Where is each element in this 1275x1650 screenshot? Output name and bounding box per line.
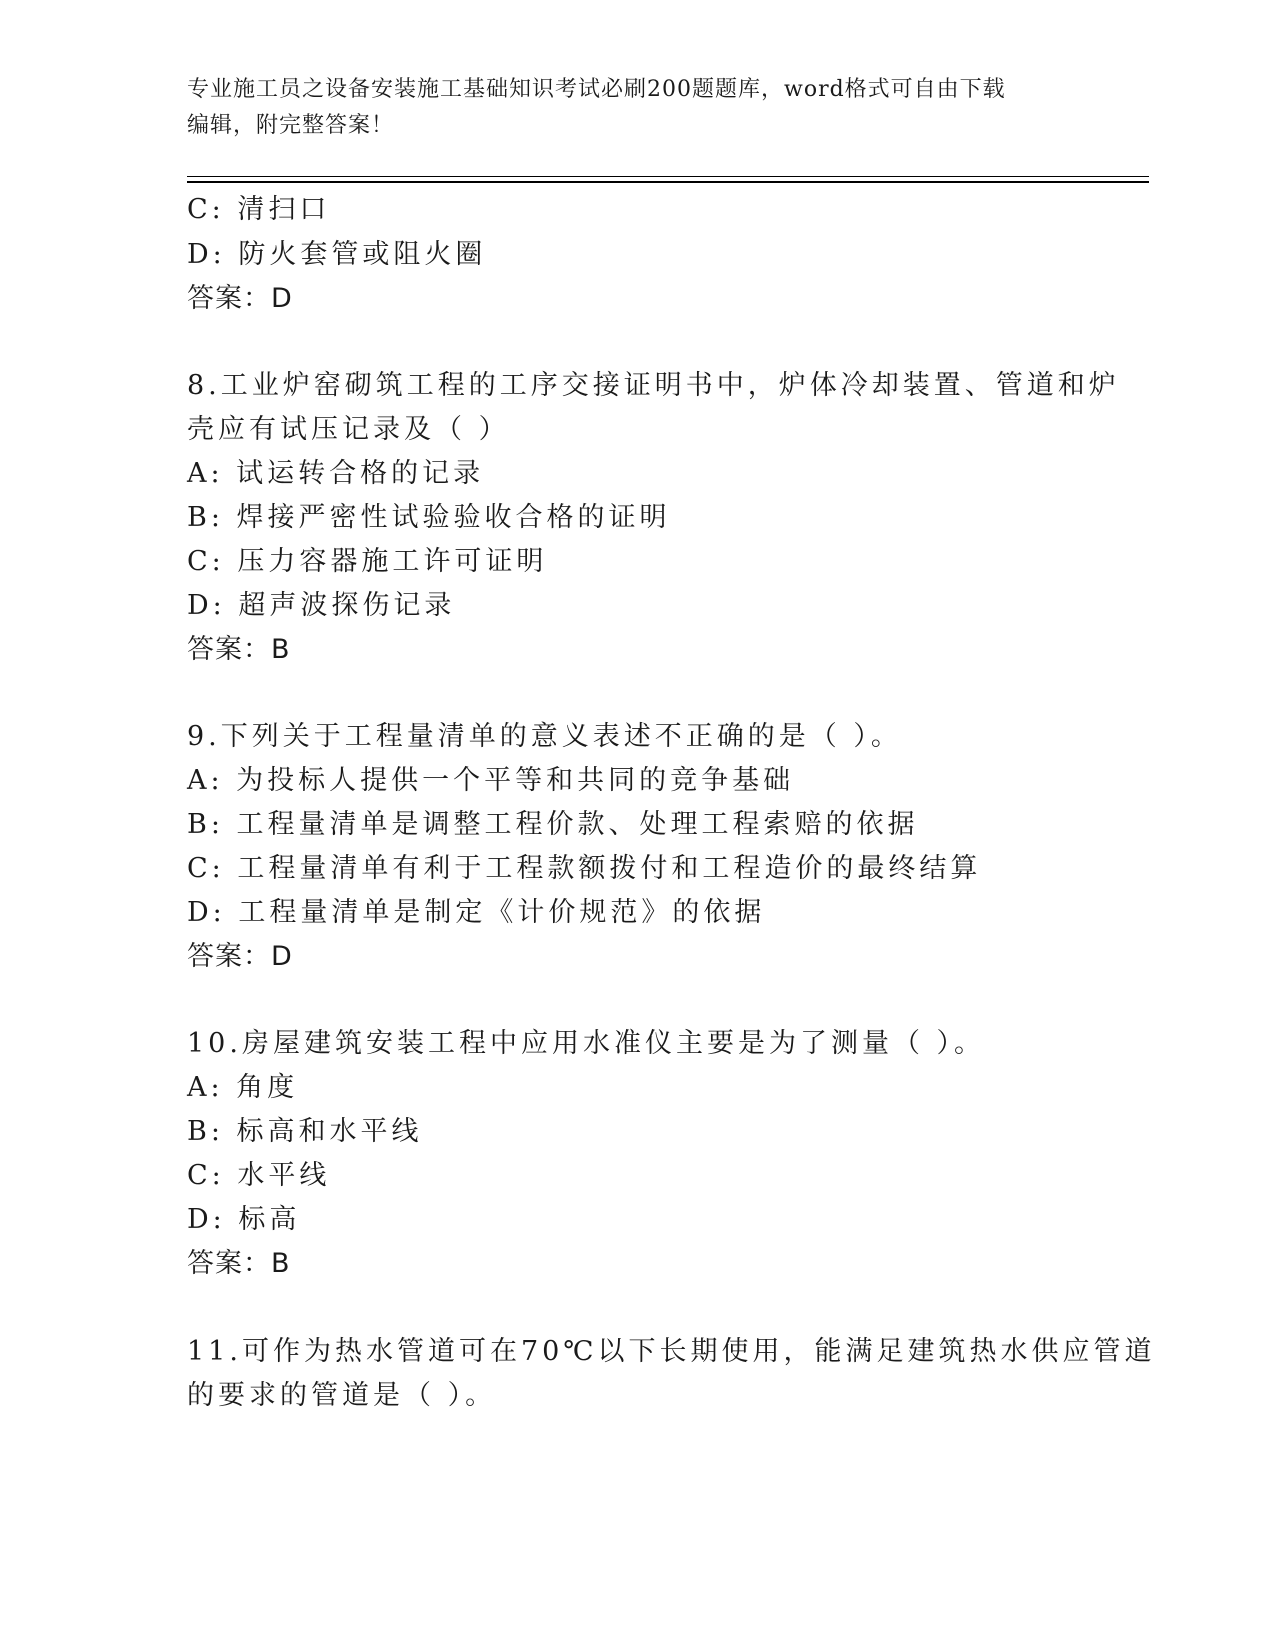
q9-option-d: D: 工程量清单是制定《计价规范》的依据 xyxy=(187,897,766,928)
header-divider-thin xyxy=(187,176,1149,177)
q8-stem-line-1: 8.工业炉窑砌筑工程的工序交接证明书中，炉体冷却装置、管道和炉 xyxy=(187,370,1120,401)
q8-option-b: B: 焊接严密性试验验收合格的证明 xyxy=(187,502,671,533)
q9-option-c: C: 工程量清单有利于工程款额拨付和工程造价的最终结算 xyxy=(187,853,982,884)
q8-option-d: D: 超声波探伤记录 xyxy=(187,590,456,621)
q10-option-c: C: 水平线 xyxy=(187,1160,331,1191)
q10-option-b: B: 标高和水平线 xyxy=(187,1116,423,1147)
q8-stem-line-2: 壳应有试压记录及（ ） xyxy=(187,414,510,445)
header-title-line-2: 编辑，附完整答案！ xyxy=(187,113,395,138)
q9-answer: 答案：D xyxy=(187,941,293,972)
q10-option-a: A: 角度 xyxy=(187,1072,299,1103)
header-divider-thick xyxy=(187,181,1149,183)
q10-option-d: D: 标高 xyxy=(187,1204,301,1235)
document-header xyxy=(187,72,1087,144)
q7-option-d: D: 防火套管或阻火圈 xyxy=(187,239,487,270)
q8-option-a: A: 试运转合格的记录 xyxy=(187,458,485,489)
q9-option-a: A: 为投标人提供一个平等和共同的竞争基础 xyxy=(187,765,795,796)
q9-stem-line-1: 9.下列关于工程量清单的意义表述不正确的是（ ）。 xyxy=(187,721,902,752)
q11-stem-line-1: 11.可作为热水管道可在70℃以下长期使用，能满足建筑热水供应管道 xyxy=(187,1336,1156,1367)
q11-stem-line-2: 的要求的管道是（ ）。 xyxy=(187,1380,497,1411)
q9-option-b: B: 工程量清单是调整工程价款、处理工程索赔的依据 xyxy=(187,809,919,840)
q10-answer: 答案：B xyxy=(187,1248,291,1279)
q8-option-c: C: 压力容器施工许可证明 xyxy=(187,546,548,577)
header-title-line-1: 专业施工员之设备安装施工基础知识考试必刷200题题库，word格式可自由下载 xyxy=(187,77,1006,102)
q7-answer: 答案：D xyxy=(187,283,293,314)
q10-stem-line-1: 10.房屋建筑安装工程中应用水准仪主要是为了测量（ ）。 xyxy=(187,1028,986,1059)
q7-option-c: C: 清扫口 xyxy=(187,194,331,225)
q8-answer: 答案：B xyxy=(187,634,291,665)
